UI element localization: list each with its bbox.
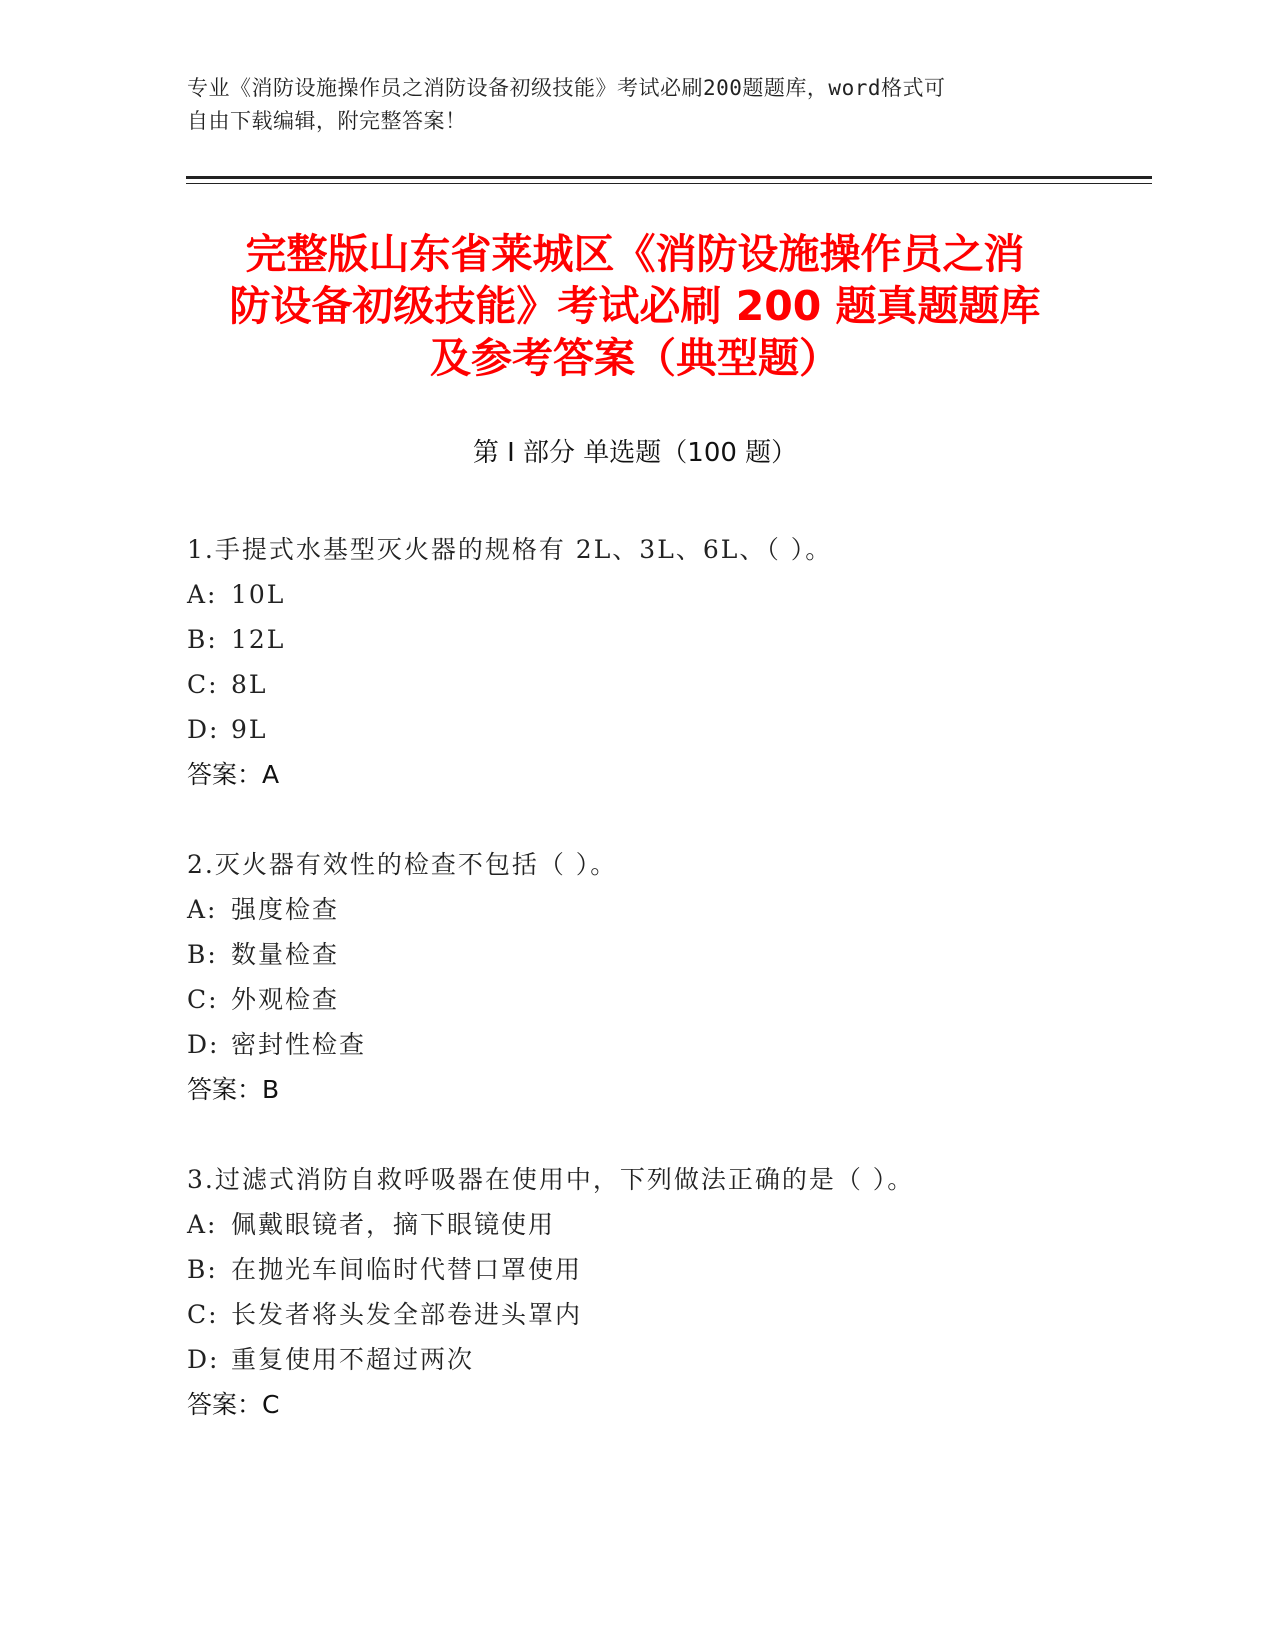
option-key: B:	[187, 940, 218, 969]
option-text: 外观检查	[231, 985, 340, 1014]
question-answer: 答案：C	[187, 1390, 280, 1419]
question-stem: 2.灭火器有效性的检查不包括（ ）。	[187, 850, 618, 879]
section-title: 第 I 部分 单选题（100 题）	[472, 438, 798, 468]
option-key: A:	[187, 895, 218, 924]
option-key: B:	[187, 1255, 218, 1284]
question-stem: 1.手提式水基型灭火器的规格有 2L、3L、6L、（ ）。	[187, 535, 833, 564]
question-answer: 答案：B	[187, 1075, 280, 1104]
header-note	[187, 72, 1067, 138]
question-option	[187, 1337, 1147, 1382]
option-text: 长发者将头发全部卷进头罩内	[231, 1300, 583, 1329]
option-key: A:	[187, 580, 218, 609]
option-key: D:	[187, 1345, 220, 1374]
question-option	[187, 707, 1147, 752]
question-item	[187, 1157, 1147, 1427]
option-text: 强度检查	[231, 895, 340, 924]
option-key: D:	[187, 1030, 220, 1059]
title-line: 及参考答案（典型题）	[430, 334, 840, 382]
option-key: C:	[187, 670, 219, 699]
question-option	[187, 1022, 1147, 1067]
question-list	[187, 527, 1147, 1472]
document-title	[190, 228, 1080, 384]
option-key: B:	[187, 625, 218, 654]
option-text: 12L	[231, 625, 286, 654]
title-line: 防设备初级技能》考试必刷 200 题真题题库	[229, 282, 1041, 330]
option-key: C:	[187, 1300, 219, 1329]
option-key: A:	[187, 1210, 218, 1239]
option-text: 密封性检查	[231, 1030, 367, 1059]
question-stem: 3.过滤式消防自救呼吸器在使用中，下列做法正确的是（ ）。	[187, 1165, 915, 1194]
question-option	[187, 1247, 1147, 1292]
option-text: 8L	[231, 670, 268, 699]
question-option	[187, 977, 1147, 1022]
option-text: 在抛光车间临时代替口罩使用	[231, 1255, 583, 1284]
header-note-line: 自由下载编辑，附完整答案！	[187, 109, 467, 133]
question-option	[187, 617, 1147, 662]
question-option	[187, 932, 1147, 977]
question-item	[187, 527, 1147, 797]
question-item	[187, 842, 1147, 1112]
option-text: 数量检查	[231, 940, 340, 969]
option-text: 9L	[231, 715, 268, 744]
question-option	[187, 887, 1147, 932]
option-text: 佩戴眼镜者，摘下眼镜使用	[231, 1210, 556, 1239]
option-key: C:	[187, 985, 219, 1014]
question-option	[187, 1202, 1147, 1247]
option-key: D:	[187, 715, 220, 744]
question-option	[187, 662, 1147, 707]
question-option	[187, 1292, 1147, 1337]
header-note-line: 专业《消防设施操作员之消防设备初级技能》考试必刷200题题库，word格式可	[187, 76, 946, 100]
question-option	[187, 572, 1147, 617]
option-text: 重复使用不超过两次	[231, 1345, 475, 1374]
header-divider-thin	[186, 183, 1152, 184]
option-text: 10L	[231, 580, 286, 609]
title-line: 完整版山东省莱城区《消防设施操作员之消	[245, 230, 1025, 278]
header-divider-thick	[186, 176, 1152, 179]
question-answer: 答案：A	[187, 760, 280, 789]
